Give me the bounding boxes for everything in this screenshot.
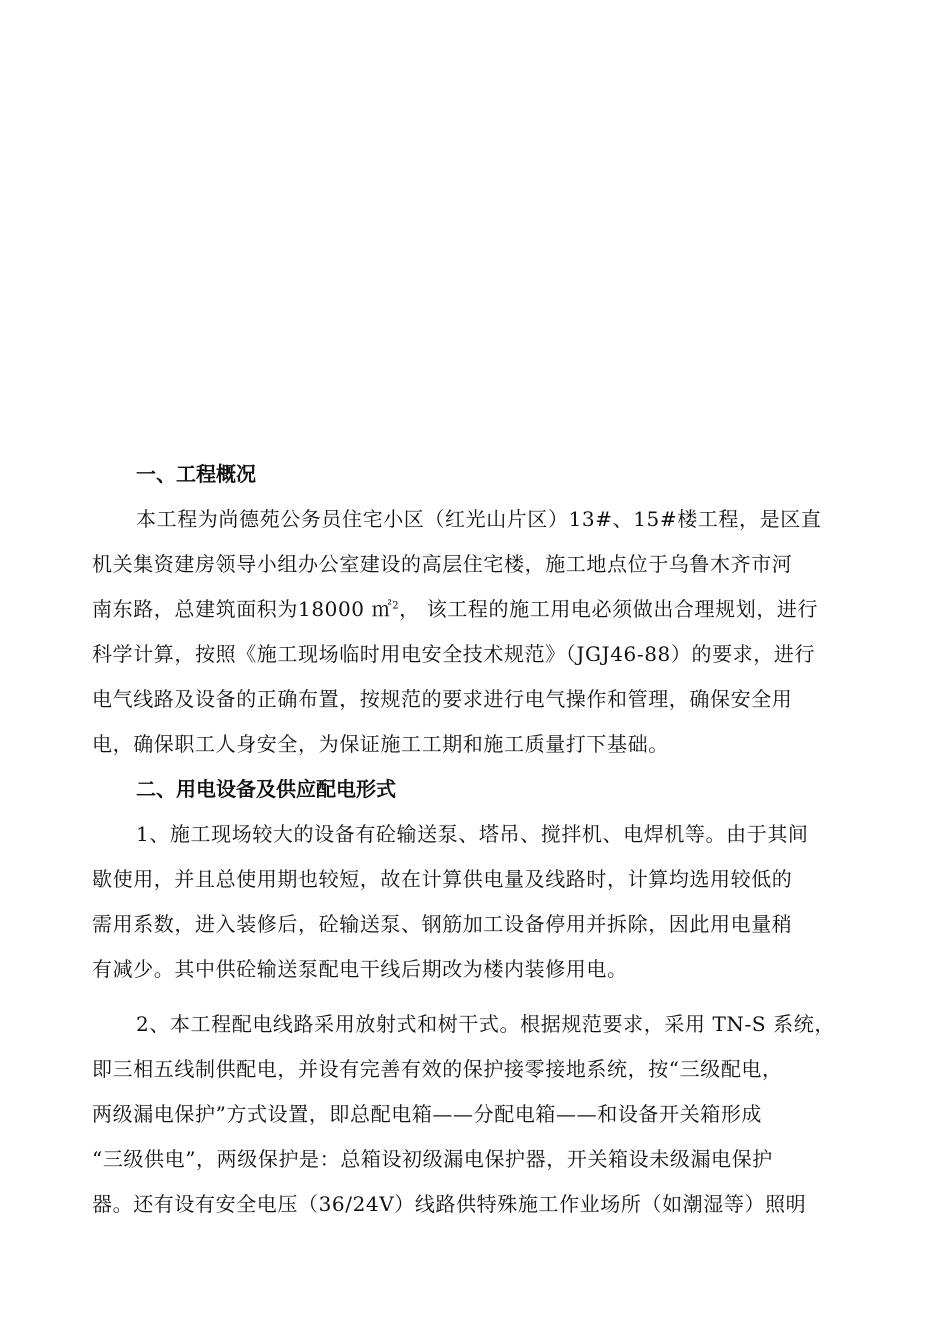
paragraph-line: 机关集资建房领导小组办公室建设的高层住宅楼，施工地点位于乌鲁木齐市河 [92, 552, 793, 576]
area-text-continued: ， 该工程的施工用电必须做出合理规划，进行 [399, 597, 819, 621]
paragraph-line: 电，确保职工人身安全，为保证施工工期和施工质量打下基础。 [92, 732, 669, 756]
area-superscript: 2 [392, 600, 400, 612]
paragraph-line: 歇使用，并且总使用期也较短，故在计算供电量及线路时，计算均选用较低的 [92, 867, 793, 891]
paragraph-line: 有减少。其中供砼输送泵配电干线后期改为楼内装修用电。 [92, 957, 628, 981]
section-heading-power-equipment: 二、用电设备及供应配电形式 [136, 777, 396, 801]
paragraph-line-area [92, 587, 870, 632]
paragraph-line: 科学计算，按照《施工现场临时用电安全技术规范》（JGJ46-88）的要求，进行 [92, 642, 816, 666]
paragraph-line: 电气线路及设备的正确布置，按规范的要求进行电气操作和管理，确保安全用 [92, 687, 793, 711]
paragraph-line: 本工程为尚德苑公务员住宅小区（红光山片区）13#、15#楼工程，是区直 [136, 507, 822, 531]
area-text: 南东路，总建筑面积为18000 ㎡ [92, 597, 393, 621]
section-heading-project-overview: 一、工程概况 [136, 462, 256, 486]
paragraph-line: 2、本工程配电线路采用放射式和树干式。根据规范要求，采用 TN-S 系统， [136, 1012, 835, 1036]
paragraph-line: 器。还有设有安全电压（36/24V）线路供特殊施工作业场所（如潮湿等）照明 [92, 1192, 807, 1216]
paragraph-gap [92, 992, 870, 1002]
document-body [92, 452, 870, 1227]
paragraph-line: 即三相五线制供配电，并设有完善有效的保护接零接地系统，按“三级配电， [92, 1057, 783, 1081]
paragraph-line: 两级漏电保护”方式设置，即总配电箱——分配电箱——和设备开关箱形成 [92, 1102, 763, 1126]
paragraph-line: “三级供电”，两级保护是：总箱设初级漏电保护器，开关箱设未级漏电保护 [92, 1147, 773, 1171]
paragraph-line: 1、施工现场较大的设备有砼输送泵、塔吊、搅拌机、电焊机等。由于其间 [136, 822, 809, 846]
paragraph-line: 需用系数，进入装修后，砼输送泵、钢筋加工设备停用并拆除，因此用电量稍 [92, 912, 793, 936]
